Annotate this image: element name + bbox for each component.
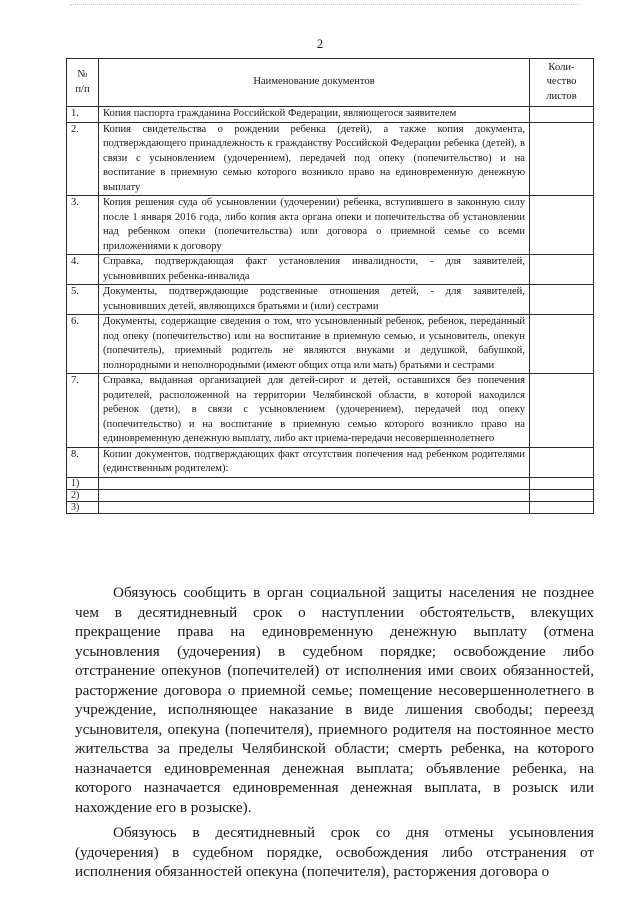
row-number: 7. (67, 374, 99, 448)
blank-row-name (99, 501, 530, 513)
table-row (67, 255, 594, 285)
header-quantity: Коли- чество листов (530, 59, 594, 107)
row-quantity (530, 107, 594, 123)
row-document-name: Копии документов, подтверждающих факт отсутствия попечения над ребенком родителями (единственным родителем): (99, 447, 530, 477)
row-number: 1. (67, 107, 99, 123)
row-document-name: Документы, содержащие сведения о том, что усыновленный ребенок, ребенок, переданный под опеку (попечительство) или на воспитание в приемную семью, и усыновитель, опекун (попечитель), приемный родитель не являются внуками и дедушкой, бабушкой, полнородными и неполнородными (имеют общих отца или мать) братьями и сестрами (99, 315, 530, 374)
blank-row-number: 1) (67, 477, 99, 489)
blank-row-name (99, 477, 530, 489)
row-quantity (530, 196, 594, 255)
blank-row-number: 2) (67, 489, 99, 501)
row-number: 4. (67, 255, 99, 285)
header-document-name: Наименование документов (99, 59, 530, 107)
documents-table (66, 58, 594, 514)
row-quantity (530, 285, 594, 315)
blank-row (67, 477, 594, 489)
table-header-row (67, 59, 594, 107)
table-row (67, 447, 594, 477)
row-document-name: Копия паспорта гражданина Российской Федерации, являющегося заявителем (99, 107, 530, 123)
row-document-name: Документы, подтверждающие родственные отношения детей, - для заявителей, усыновивших детей, являющихся братьями и (или) сестрами (99, 285, 530, 315)
scan-artifact (70, 4, 580, 8)
table-row (67, 285, 594, 315)
table-row (67, 122, 594, 196)
row-number: 3. (67, 196, 99, 255)
header-number: № п/п (67, 59, 99, 107)
row-document-name: Копия решения суда об усыновлении (удочерении) ребенка, вступившего в законную силу после 1 января 2016 года, либо копия акта органа опеки и попечительства об установлении над ребенком опеки (попечительства) или договора о приемной семье со всеми приложениями к договору (99, 196, 530, 255)
blank-row-quantity (530, 477, 594, 489)
blank-row-quantity (530, 501, 594, 513)
row-number: 5. (67, 285, 99, 315)
table-row (67, 107, 594, 123)
row-number: 6. (67, 315, 99, 374)
paragraph-ten-day-obligation: Обязуюсь в десятидневный срок со дня отмены усыновления (удочерения) в судебном порядке, освобождения либо отстранения от исполнения обязанностей опекуна (попечителя), расторжения договора о (75, 824, 594, 880)
row-quantity (530, 447, 594, 477)
blank-row-name (99, 489, 530, 501)
blank-row (67, 501, 594, 513)
row-quantity (530, 374, 594, 448)
row-document-name: Справка, выданная организацией для детей-сирот и детей, оставшихся без попечения родителей, расположенной на территории Челябинской области, в которой находился ребенок (дети), в связи с усыновлением (удочерением), передачей под опеку (попечительство) и на воспитание в приемную семью которого возникло право на единовременную денежную выплату, либо акт приема-передачи несовершеннолетнего (99, 374, 530, 448)
row-number: 2. (67, 122, 99, 196)
blank-row-number: 3) (67, 501, 99, 513)
row-quantity (530, 255, 594, 285)
row-quantity (530, 122, 594, 196)
table-row (67, 196, 594, 255)
body-text (75, 583, 594, 888)
table-row (67, 315, 594, 374)
row-document-name: Копия свидетельства о рождении ребенка (детей), а также копия документа, подтверждающего принадлежность к гражданству Российской Федерации ребенка (детей), в связи с усыновлением (удочерением), передачей под опеку (попечительство) и на воспитание в приемную семью которого возникло право на единовременную денежную выплату (99, 122, 530, 196)
row-number: 8. (67, 447, 99, 477)
page-number: 2 (316, 36, 324, 51)
blank-row (67, 489, 594, 501)
table-row (67, 374, 594, 448)
row-quantity (530, 315, 594, 374)
blank-row-quantity (530, 489, 594, 501)
paragraph-notify-obligation: Обязуюсь сообщить в орган социальной защиты населения не позднее чем в десятидневный срок о наступлении обстоятельств, влекущих прекращение права на единовременную денежную выплату (отмена усыновления (удочерения) в судебном порядке; освобождение либо отстранение опекунов (попечителей) от исполнения ими своих обязанностей, расторжение договора о приемной семье; помещение несовершеннолетнего в учреждение, исполняющее наказание в виде лишения свободы; переезд усыновителя, опекуна (попечителя), приемного родителя на постоянное место жительства за пределы Челябинской области; смерть ребенка, на которого назначается единовременная денежная выплата; объявление ребенка, на которого назначается единовременная денежная выплата, в розыск или нахождение его в розыске). (75, 584, 594, 816)
row-document-name: Справка, подтверждающая факт установления инвалидности, - для заявителей, усыновивших ребенка-инвалида (99, 255, 530, 285)
